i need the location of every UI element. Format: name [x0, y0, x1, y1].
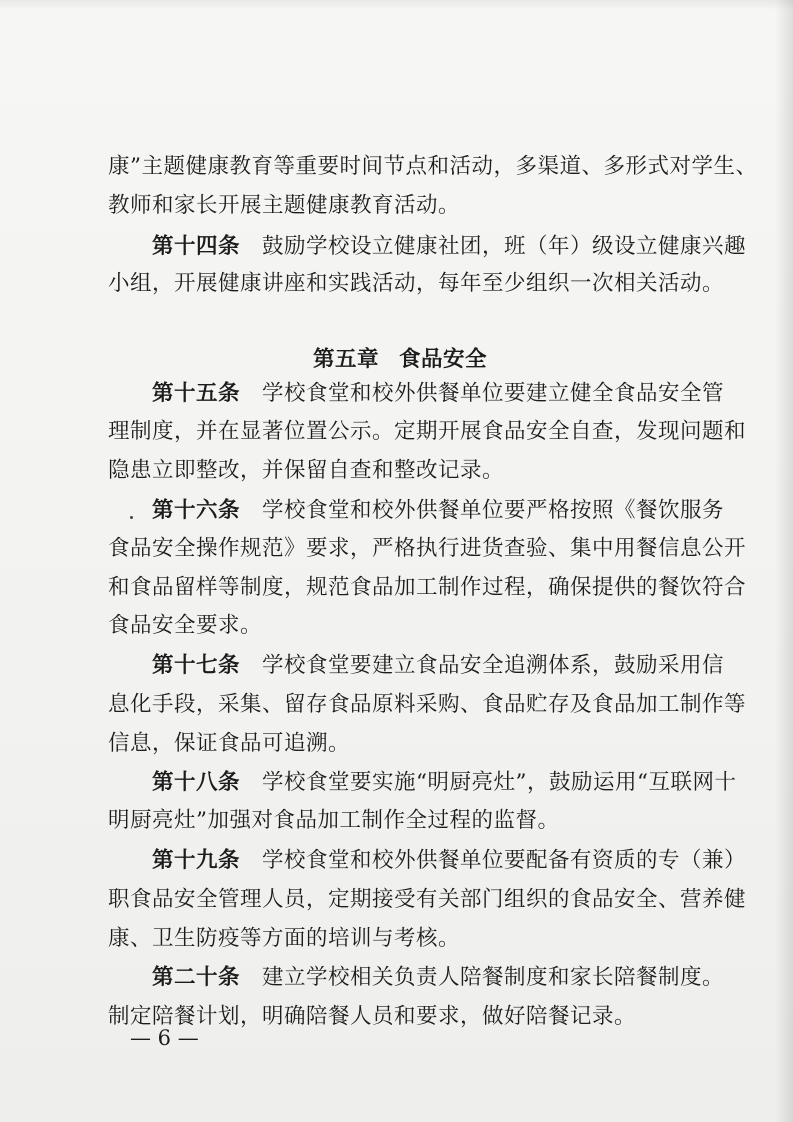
- article-20-line-2: 制定陪餐计划，明确陪餐人员和要求，做好陪餐记录。: [108, 1004, 637, 1029]
- article-19-line-2: 职食品安全管理人员，定期接受有关部门组织的食品安全、营养健: [108, 887, 747, 912]
- article-15-label: 第十五条: [152, 381, 241, 406]
- article-17-text-1: 学校食堂要建立食品安全追溯体系，鼓励采用信: [262, 653, 725, 678]
- page-number: — 6 —: [130, 1026, 199, 1050]
- chapter-title: 食品安全: [399, 347, 488, 372]
- article-16-line-4: 食品安全要求。: [108, 613, 263, 638]
- article-14-text-1: 鼓励学校设立健康社团，班（年）级设立健康兴趣: [262, 234, 747, 259]
- article-18-text-1: 学校食堂要实施“明厨亮灶”，鼓励运用“互联网十: [262, 770, 737, 795]
- article-14-label: 第十四条: [152, 234, 241, 259]
- article-16-text-1: 学校食堂和校外供餐单位要严格按照《餐饮服务: [262, 498, 725, 523]
- article-20-line-1: [152, 965, 725, 991]
- article-14-line-2: 小组，开展健康讲座和实践活动，每年至少组织一次相关活动。: [108, 271, 725, 296]
- article-18-label: 第十八条: [152, 770, 241, 795]
- scan-shadow-top: [0, 0, 793, 10]
- article-17-line-3: 信息，保证食品可追溯。: [108, 731, 351, 756]
- article-18-line-1: [152, 770, 737, 796]
- paragraph-continuation-line-2: 教师和家长开展主题健康教育活动。: [108, 193, 461, 218]
- article-14-line-1: [152, 234, 747, 260]
- article-15-line-3: 隐患立即整改，并保留自查和整改记录。: [108, 458, 505, 483]
- article-16-line-2: 食品安全操作规范》要求，严格执行进货查验、集中用餐信息公开: [108, 536, 747, 561]
- article-17-line-1: [152, 653, 725, 679]
- chapter-number: 第五章: [313, 347, 380, 372]
- article-19-text-1: 学校食堂和校外供餐单位要配备有资质的专（兼）: [262, 848, 747, 873]
- article-19-line-1: [152, 848, 747, 874]
- article-19-label: 第十九条: [152, 848, 241, 873]
- article-15-text-1: 学校食堂和校外供餐单位要建立健全食品安全管: [262, 381, 725, 406]
- article-17-label: 第十七条: [152, 653, 241, 678]
- scan-speck: [130, 516, 133, 519]
- article-16-line-1: [152, 498, 725, 524]
- paragraph-continuation-line-1: 康”主题健康教育等重要时间节点和活动，多渠道、多形式对学生、: [108, 154, 758, 179]
- article-19-line-3: 康、卫生防疫等方面的培训与考核。: [108, 926, 461, 951]
- article-18-line-2: 明厨亮灶”加强对食品加工制作全过程的监督。: [108, 808, 560, 833]
- chapter-heading: [313, 342, 487, 373]
- article-16-label: 第十六条: [152, 498, 241, 523]
- article-16-line-3: 和食品留样等制度，规范食品加工制作过程，确保提供的餐饮符合: [108, 575, 747, 600]
- article-17-line-2: 息化手段，采集、留存食品原料采购、食品贮存及食品加工制作等: [108, 692, 747, 717]
- scan-shadow-right: [775, 0, 793, 1122]
- article-15-line-1: [152, 381, 725, 407]
- article-15-line-2: 理制度，并在显著位置公示。定期开展食品安全自查，发现问题和: [108, 419, 747, 444]
- article-20-text-1: 建立学校相关负责人陪餐制度和家长陪餐制度。: [262, 965, 725, 990]
- article-20-label: 第二十条: [152, 965, 241, 990]
